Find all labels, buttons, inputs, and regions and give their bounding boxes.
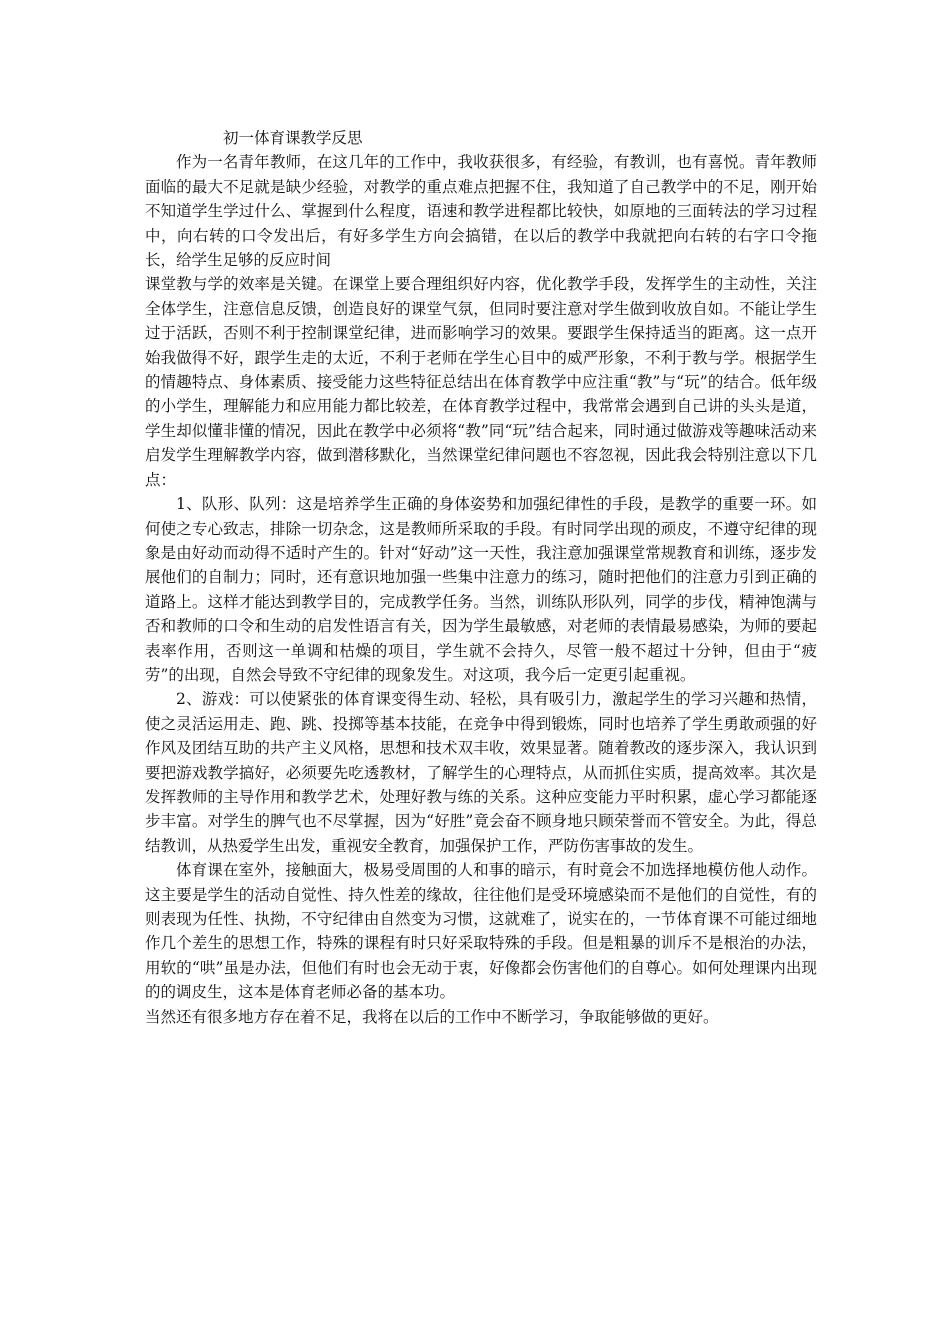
paragraph-outdoor-discipline: 体育课在室外，接触面大，极易受周围的人和事的暗示，有时竟会不加选择地模仿他人动作。这主要是学生的活动自觉性、持久性差的缘故，往往他们是受环境感染而不是他们的自觉性，有的则表现为任性、执拗，不守纪律由自然变为习惯，这就难了，说实在的，一节体育课不可能过细地作几个差生的思想工作，特殊的课程有时只好采取特殊的手段。但是粗暴的训斥不是根治的办法，用软的“哄”虽是办法，但他们有时也会无动于衷，好像都会伤害他们的自尊心。如何处理课内出现的的调皮生，这本是体育老师必备的基本功。 [145, 861, 817, 1002]
paragraph-games: 2、游戏：可以使紧张的体育课变得生动、轻松，具有吸引力，激起学生的学习兴趣和热情，使之灵活运用走、跑、跳、投掷等基本技能，在竞争中得到锻炼，同时也培养了学生勇敢顽强的好作风及团结互助的共产主义风格，思想和技术双丰收，效果显著。随着教改的逐步深入，我认识到要把游戏教学搞好，必须要先吃透教材，了解学生的心理特点，从而抓住实质，提高效率。其次是发挥教师的主导作用和教学艺术，处理好教与练的关系。这种应变能力平时积累，虚心学习都能逐步丰富。对学生的脾气也不尽掌握，因为“好胜”竟会奋不顾身地只顾荣誉而不管安全。为此，得总结教训，从热爱学生出发，重视安全教育，加强保护工作，严防伤害事故的发生。 [145, 690, 817, 855]
document-title: 初一体育课教学反思 [223, 129, 363, 147]
document-body [145, 126, 817, 1029]
paragraph-formation-drill: 1、队形、队列：这是培养学生正确的身体姿势和加强纪律性的手段，是教学的重要一环。如何使之专心致志，排除一切杂念，这是教师所采取的手段。有时同学出现的顽皮，不遵守纪律的现象是由好动而动得不适时产生的。针对“好动”这一天性，我注意加强课堂常规教育和训练，逐步发展他们的自制力；同时，还有意识地加强一些集中注意力的练习，随时把他们的注意力引到正确的道路上。这样才能达到教学目的，完成教学任务。当然，训练队形队列，同学的步伐，精神饱满与否和教师的口令和生动的启发性语言有关，因为学生最敏感，对老师的表情最易感染，为师的要起表率作用，否则这一单调和枯燥的项目，学生就不会持久，尽管一般不超过十分钟，但由于“疲劳”的出现，自然会导致不守纪律的现象发生。对这项，我今后一定更引起重视。 [145, 495, 817, 684]
paragraph-classroom-efficiency: 课堂教与学的效率是关键。在课堂上要合理组织好内容，优化教学手段，发挥学生的主动性，关注全体学生，注意信息反馈，创造良好的课堂气氛，但同时要注意对学生做到收放自如。不能让学生过于活跃，否则不利于控制课堂纪律，进而影响学习的效果。要跟学生保持适当的距离。这一点开始我做得不好，跟学生走的太近，不利于老师在学生心目中的威严形象，不利于教与学。根据学生的情趣特点、身体素质、接受能力这些特征总结出在体育教学中应注重“教”与“玩”的结合。低年级的小学生，理解能力和应用能力都比较差，在体育教学过程中，我常常会遇到自己讲的头头是道，学生却似懂非懂的情况，因此在教学中必须将“教”同“玩”结合起来，同时通过做游戏等趣味活动来启发学生理解教学内容，做到潜移默化，当然课堂纪律问题也不容忽视，因此我会特别注意以下几点： [145, 275, 817, 489]
paragraph-intro: 作为一名青年教师，在这几年的工作中，我收获很多，有经验，有教训，也有喜悦。青年教师面临的最大不足就是缺少经验，对教学的重点难点把握不住，我知道了自己教学中的不足，刚开始不知道学生学过什么、掌握到什么程度，语速和教学进程都比较快，如原地的三面转法的学习过程中，向右转的口令发出后，有好多学生方向会搞错，在以后的教学中我就把向右转的右字口令拖长，给学生足够的反应时间 [145, 153, 817, 270]
paragraph-conclusion: 当然还有很多地方存在着不足，我将在以后的工作中不断学习，争取能够做的更好。 [145, 1007, 719, 1026]
